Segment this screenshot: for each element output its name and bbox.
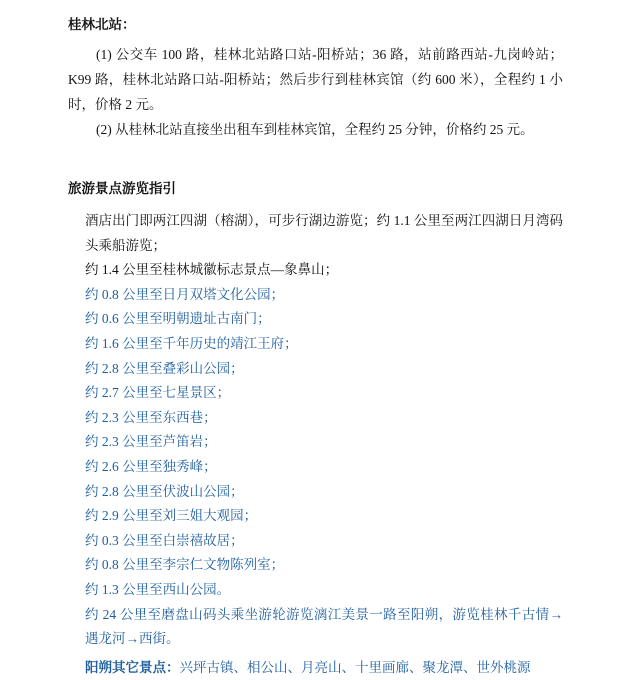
yangshuo-other-sights-line — [85, 656, 563, 680]
distance-line: 约 2.6 公里至独秀峰； — [85, 458, 217, 474]
tour-intro-line: 约 1.4 公里至桂林城徽标志景点—象鼻山； — [85, 262, 339, 278]
tour-section-title: 旅游景点游览指引 — [68, 181, 176, 196]
bus-directions-paragraph: (1) 公交车 100 路，桂林北站路口站-阳桥站；36 路，站前路西站-九岗岭站；K99 路，桂林北站路口站-阳桥站；然后步行到桂林宾馆（约 600 米），全程约 1 小时，价格 2 元。 — [68, 47, 563, 112]
distance-line: 约 0.6 公里至明朝遗址古南门； — [85, 311, 271, 327]
liriver-cruise-line: 约 24 公里至磨盘山码头乘坐游轮游览漓江美景一路至阳朔，游览桂林千古情→遇龙河→西街。 — [85, 606, 563, 647]
distance-line: 约 1.6 公里至千年历史的靖江王府； — [85, 335, 298, 351]
distance-line: 约 0.8 公里至李宗仁文物陈列室； — [85, 557, 285, 573]
distance-line: 约 2.8 公里至伏波山公园； — [85, 483, 244, 499]
tour-intro-line: 酒店出门即两江四湖（榕湖），可步行湖边游览；约 1.1 公里至两江四湖日月湾码头乘船游览； — [85, 213, 563, 253]
yangshuo-label: 阳朔其它景点： — [85, 659, 180, 675]
distance-line: 约 0.3 公里至白崇禧故居； — [85, 532, 244, 548]
distance-line: 约 2.3 公里至芦笛岩； — [85, 434, 217, 450]
distance-line: 约 2.8 公里至叠彩山公园； — [85, 360, 244, 376]
distance-line: 约 0.8 公里至日月双塔文化公园； — [85, 286, 285, 302]
station-paragraphs — [68, 42, 563, 142]
distance-line: 约 2.7 公里至七星景区； — [85, 385, 231, 401]
taxi-directions-paragraph: (2) 从桂林北站直接坐出租车到桂林宾馆，全程约 25 分钟，价格约 25 元。 — [96, 122, 534, 137]
yangshuo-items: 兴坪古镇、相公山、月亮山、十里画廊、聚龙潭、世外桃源 — [179, 659, 531, 675]
distance-line: 约 2.9 公里至刘三姐大观园； — [85, 508, 258, 524]
distance-line: 约 2.3 公里至东西巷； — [85, 409, 217, 425]
station-section-title: 桂林北站： — [68, 17, 136, 32]
tour-list — [68, 209, 563, 680]
distance-line: 约 1.3 公里至西山公园。 — [85, 581, 231, 597]
